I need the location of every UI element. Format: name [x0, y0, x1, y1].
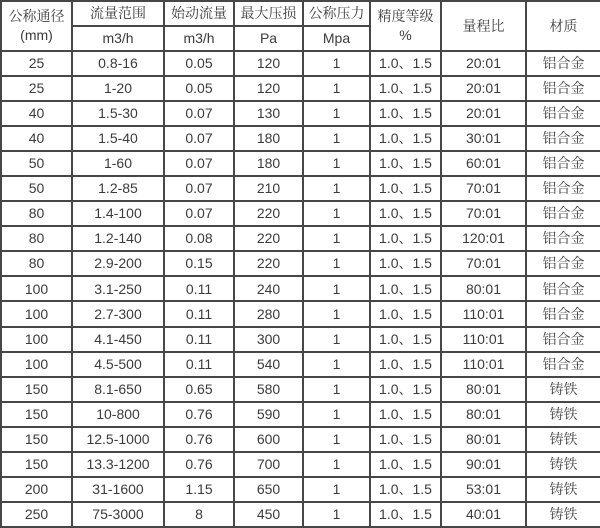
- cell: 1: [303, 226, 370, 251]
- cell: 1.2-140: [72, 226, 164, 251]
- col-title: 精度等级: [377, 8, 434, 24]
- cell: 80: [1, 251, 72, 276]
- cell: 0.11: [164, 352, 234, 377]
- cell: 110:01: [441, 301, 526, 326]
- cell: 1.2-85: [72, 176, 164, 201]
- cell: 铸铁: [526, 477, 600, 502]
- cell: 40: [1, 126, 72, 151]
- cell: 1.0、1.5: [370, 352, 441, 377]
- cell: 0.07: [164, 126, 234, 151]
- cell: 0.05: [164, 76, 234, 101]
- cell: 1-60: [72, 151, 164, 176]
- cell: 70:01: [441, 176, 526, 201]
- cell: 1.0、1.5: [370, 176, 441, 201]
- cell: 1: [303, 276, 370, 301]
- cell: 0.08: [164, 226, 234, 251]
- cell: 0.76: [164, 452, 234, 477]
- cell: 1: [303, 502, 370, 527]
- cell: 580: [234, 377, 303, 402]
- cell: 150: [1, 377, 72, 402]
- cell: 650: [234, 477, 303, 502]
- cell: 80: [1, 226, 72, 251]
- cell: 1: [303, 126, 370, 151]
- cell: 1.0、1.5: [370, 402, 441, 427]
- table-row: [1, 101, 600, 126]
- cell: 1.0、1.5: [370, 51, 441, 76]
- cell: 180: [234, 126, 303, 151]
- cell: 80:01: [441, 377, 526, 402]
- header-nominal-pressure: 公称压力: [303, 1, 370, 26]
- cell: 1: [303, 402, 370, 427]
- cell: 110:01: [441, 327, 526, 352]
- cell: 0.15: [164, 251, 234, 276]
- cell: 70:01: [441, 201, 526, 226]
- cell: 80:01: [441, 402, 526, 427]
- cell: 1: [303, 201, 370, 226]
- cell: 220: [234, 201, 303, 226]
- cell: 3.1-250: [72, 276, 164, 301]
- cell: 铸铁: [526, 502, 600, 527]
- cell: 2.9-200: [72, 251, 164, 276]
- cell: 铸铁: [526, 377, 600, 402]
- cell: 0.07: [164, 101, 234, 126]
- header-material: 材质: [526, 1, 600, 51]
- cell: 0.8-16: [72, 51, 164, 76]
- cell: 0.07: [164, 201, 234, 226]
- cell: 75-3000: [72, 502, 164, 527]
- cell: 31-1600: [72, 477, 164, 502]
- table-row: [1, 377, 600, 402]
- cell: 450: [234, 502, 303, 527]
- cell: 240: [234, 276, 303, 301]
- cell: 1: [303, 176, 370, 201]
- cell: 1.0、1.5: [370, 226, 441, 251]
- cell: 铝合金: [526, 76, 600, 101]
- cell: 100: [1, 301, 72, 326]
- table-row: [1, 251, 600, 276]
- cell: 0.65: [164, 377, 234, 402]
- cell: 53:01: [441, 477, 526, 502]
- cell: 50: [1, 176, 72, 201]
- cell: 20:01: [441, 76, 526, 101]
- cell: 40: [1, 101, 72, 126]
- table-row: [1, 452, 600, 477]
- cell: 铝合金: [526, 226, 600, 251]
- table-row: [1, 276, 600, 301]
- cell: 1: [303, 327, 370, 352]
- cell: 210: [234, 176, 303, 201]
- cell: 130: [234, 101, 303, 126]
- table-row: [1, 427, 600, 452]
- table-row: [1, 151, 600, 176]
- cell: 1.0、1.5: [370, 477, 441, 502]
- table-row: [1, 352, 600, 377]
- cell: 30:01: [441, 126, 526, 151]
- cell: 1.5-40: [72, 126, 164, 151]
- cell: 120: [234, 51, 303, 76]
- cell: 铝合金: [526, 51, 600, 76]
- table-row: [1, 51, 600, 76]
- cell: 8: [164, 502, 234, 527]
- cell: 250: [1, 502, 72, 527]
- cell: 1: [303, 477, 370, 502]
- table-row: [1, 301, 600, 326]
- cell: 0.07: [164, 176, 234, 201]
- cell: 60:01: [441, 151, 526, 176]
- table-row: [1, 502, 600, 527]
- unit-starting-flow: m3/h: [164, 26, 234, 51]
- col-unit: (mm): [20, 27, 53, 43]
- cell: 540: [234, 352, 303, 377]
- cell: 13.3-1200: [72, 452, 164, 477]
- cell: 4.5-500: [72, 352, 164, 377]
- cell: 20:01: [441, 51, 526, 76]
- cell: 80:01: [441, 427, 526, 452]
- cell: 1.0、1.5: [370, 251, 441, 276]
- header-max-pressure-loss: 最大压损: [234, 1, 303, 26]
- cell: 1.0、1.5: [370, 276, 441, 301]
- cell: 40:01: [441, 502, 526, 527]
- cell: 1: [303, 452, 370, 477]
- cell: 1.15: [164, 477, 234, 502]
- cell: 铝合金: [526, 176, 600, 201]
- cell: 1.0、1.5: [370, 151, 441, 176]
- cell: 1.4-100: [72, 201, 164, 226]
- cell: 10-800: [72, 402, 164, 427]
- cell: 150: [1, 452, 72, 477]
- cell: 铝合金: [526, 251, 600, 276]
- cell: 0.11: [164, 301, 234, 326]
- table-row: [1, 201, 600, 226]
- col-title: 公称通径: [8, 8, 65, 24]
- cell: 1: [303, 151, 370, 176]
- cell: 8.1-650: [72, 377, 164, 402]
- table-body: [1, 51, 600, 527]
- header-nominal-diameter: [1, 1, 72, 51]
- cell: 1: [303, 251, 370, 276]
- cell: 铝合金: [526, 101, 600, 126]
- cell: 1.0、1.5: [370, 201, 441, 226]
- cell: 700: [234, 452, 303, 477]
- col-unit: %: [399, 27, 412, 43]
- table-row: [1, 176, 600, 201]
- cell: 1: [303, 377, 370, 402]
- cell: 0.05: [164, 51, 234, 76]
- unit-flow-range: m3/h: [72, 26, 164, 51]
- cell: 1: [303, 301, 370, 326]
- cell: 70:01: [441, 251, 526, 276]
- cell: 1.0、1.5: [370, 377, 441, 402]
- table-row: [1, 477, 600, 502]
- header-turndown-ratio: 量程比: [441, 1, 526, 51]
- cell: 180: [234, 151, 303, 176]
- cell: 600: [234, 427, 303, 452]
- cell: 1.0、1.5: [370, 327, 441, 352]
- table-row: [1, 126, 600, 151]
- cell: 0.07: [164, 151, 234, 176]
- header-flow-range: 流量范围: [72, 1, 164, 26]
- cell: 220: [234, 226, 303, 251]
- cell: 铝合金: [526, 201, 600, 226]
- cell: 100: [1, 276, 72, 301]
- cell: 50: [1, 151, 72, 176]
- cell: 120: [234, 76, 303, 101]
- cell: 25: [1, 76, 72, 101]
- cell: 0.76: [164, 402, 234, 427]
- cell: 110:01: [441, 352, 526, 377]
- cell: 590: [234, 402, 303, 427]
- cell: 1.0、1.5: [370, 76, 441, 101]
- cell: 铸铁: [526, 402, 600, 427]
- cell: 100: [1, 352, 72, 377]
- table-row: [1, 327, 600, 352]
- cell: 4.1-450: [72, 327, 164, 352]
- cell: 220: [234, 251, 303, 276]
- cell: 200: [1, 477, 72, 502]
- cell: 铝合金: [526, 126, 600, 151]
- table-header: [1, 1, 600, 51]
- cell: 1: [303, 101, 370, 126]
- cell: 铝合金: [526, 327, 600, 352]
- cell: 280: [234, 301, 303, 326]
- cell: 1: [303, 51, 370, 76]
- header-starting-flow: 始动流量: [164, 1, 234, 26]
- unit-max-pressure-loss: Pa: [234, 26, 303, 51]
- cell: 80:01: [441, 276, 526, 301]
- cell: 0.76: [164, 427, 234, 452]
- cell: 1.0、1.5: [370, 101, 441, 126]
- cell: 1.0、1.5: [370, 301, 441, 326]
- cell: 300: [234, 327, 303, 352]
- cell: 0.11: [164, 276, 234, 301]
- header-accuracy-class: [370, 1, 441, 51]
- cell: 1.5-30: [72, 101, 164, 126]
- cell: 铝合金: [526, 301, 600, 326]
- cell: 1.0、1.5: [370, 427, 441, 452]
- cell: 20:01: [441, 101, 526, 126]
- cell: 1-20: [72, 76, 164, 101]
- cell: 1: [303, 427, 370, 452]
- cell: 90:01: [441, 452, 526, 477]
- cell: 1: [303, 352, 370, 377]
- table-row: [1, 76, 600, 101]
- cell: 1: [303, 76, 370, 101]
- unit-nominal-pressure: Mpa: [303, 26, 370, 51]
- cell: 12.5-1000: [72, 427, 164, 452]
- cell: 铸铁: [526, 427, 600, 452]
- cell: 100: [1, 327, 72, 352]
- cell: 铝合金: [526, 352, 600, 377]
- cell: 120:01: [441, 226, 526, 251]
- cell: 150: [1, 402, 72, 427]
- cell: 1.0、1.5: [370, 126, 441, 151]
- table-row: [1, 226, 600, 251]
- cell: 1.0、1.5: [370, 502, 441, 527]
- cell: 铝合金: [526, 276, 600, 301]
- cell: 80: [1, 201, 72, 226]
- cell: 150: [1, 427, 72, 452]
- table-row: [1, 402, 600, 427]
- cell: 0.11: [164, 327, 234, 352]
- cell: 铝合金: [526, 151, 600, 176]
- cell: 2.7-300: [72, 301, 164, 326]
- cell: 1.0、1.5: [370, 452, 441, 477]
- cell: 铸铁: [526, 452, 600, 477]
- cell: 25: [1, 51, 72, 76]
- header-row-titles: [1, 1, 600, 26]
